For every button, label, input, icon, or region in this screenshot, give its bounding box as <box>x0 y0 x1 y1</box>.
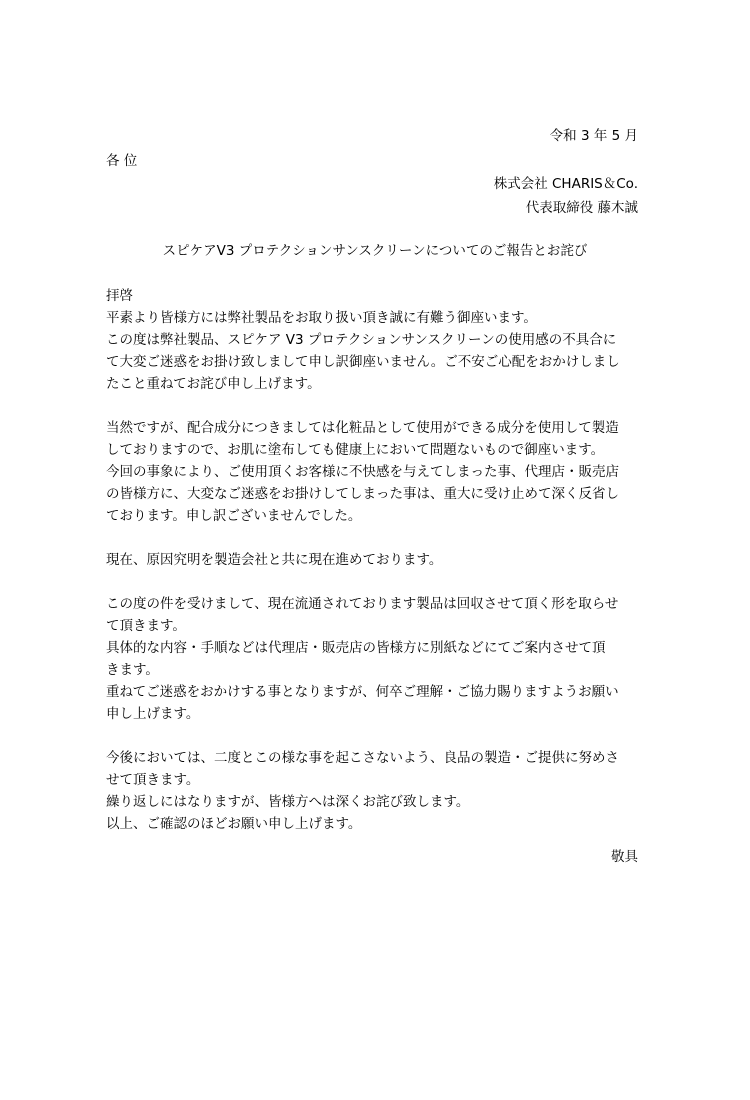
body-line: せて頂きます。 <box>106 772 200 788</box>
body-line: 今後においては、二度とこの様な事を起こさないよう、良品の製造・ご提供に努めさ <box>106 750 619 766</box>
letter-body <box>106 285 638 835</box>
body-line: たこと重ねてお詫び申し上げます。 <box>106 376 321 392</box>
body-line: 繰り返しにはなりますが、皆様方へは深くお詫び致します。 <box>106 794 470 810</box>
body-line: の皆様方に、大変なご迷惑をお掛けしてしまった事は、重大に受け止めて深く反省し <box>106 486 619 502</box>
paragraph-gap <box>106 395 638 417</box>
paragraph-safety <box>106 417 638 527</box>
representative-name: 代表取締役 藤木誠 <box>525 200 638 216</box>
body-line: この度は弊社製品、スピケア V3 プロテクションサンスクリーンの使用感の不具合に <box>106 332 617 348</box>
paragraph-gap <box>106 527 638 549</box>
body-line: 当然ですが、配合成分につきましては化粧品として使用ができる成分を使用して製造 <box>106 420 619 436</box>
body-line: きます。 <box>106 662 159 678</box>
paragraph-gap <box>106 725 638 747</box>
body-line: しておりますので、お肌に塗布しても健康上において問題ないもので御座います。 <box>106 442 605 458</box>
body-line: て大変ご迷惑をお掛け致しまして申し訳御座いません。ご不安ご心配をおかけしまし <box>106 354 620 370</box>
company-name: 株式会社 CHARIS＆Co. <box>493 176 638 192</box>
paragraph-recall <box>106 593 638 725</box>
body-line: 申し上げます。 <box>106 706 200 722</box>
paragraph-investigation <box>106 549 638 571</box>
closing-word: 敬具 <box>611 849 638 865</box>
paragraph-future <box>106 747 638 835</box>
paragraph-gap <box>106 571 638 593</box>
body-line: この度の件を受けまして、現在流通されております製品は回収させて頂く形を取らせ <box>106 596 619 612</box>
body-line: て頂きます。 <box>106 618 186 634</box>
body-line: 具体的な内容・手順などは代理店・販売店の皆様方に別紙などにてご案内させて頂 <box>106 640 606 656</box>
body-line: 以上、ご確認のほどお願い申し上げます。 <box>106 816 362 832</box>
body-line: 現在、原因究明を製造会社と共に現在進めております。 <box>106 552 443 568</box>
addressee: 各 位 <box>106 153 138 169</box>
body-line: ております。申し訳ございませんでした。 <box>106 508 362 524</box>
body-line: 重ねてご迷惑をおかけする事となりますが、何卒ご理解・ご協力賜りますようお願い <box>106 684 619 700</box>
body-line: 今回の事象により、ご使用頂くお客様に不快感を与えてしまった事、代理店・販売店 <box>106 464 619 480</box>
paragraph-apology <box>106 307 638 395</box>
body-line: 平素より皆様方には弊社製品をお取り扱い頂き誠に有難う御座います。 <box>106 310 537 326</box>
letter-date: 令和 3 年 5 月 <box>549 128 638 144</box>
letter-title: スピケアV3 プロテクションサンスクリーンについてのご報告とお詫び <box>162 243 588 259</box>
salutation: 拝啓 <box>106 288 133 304</box>
